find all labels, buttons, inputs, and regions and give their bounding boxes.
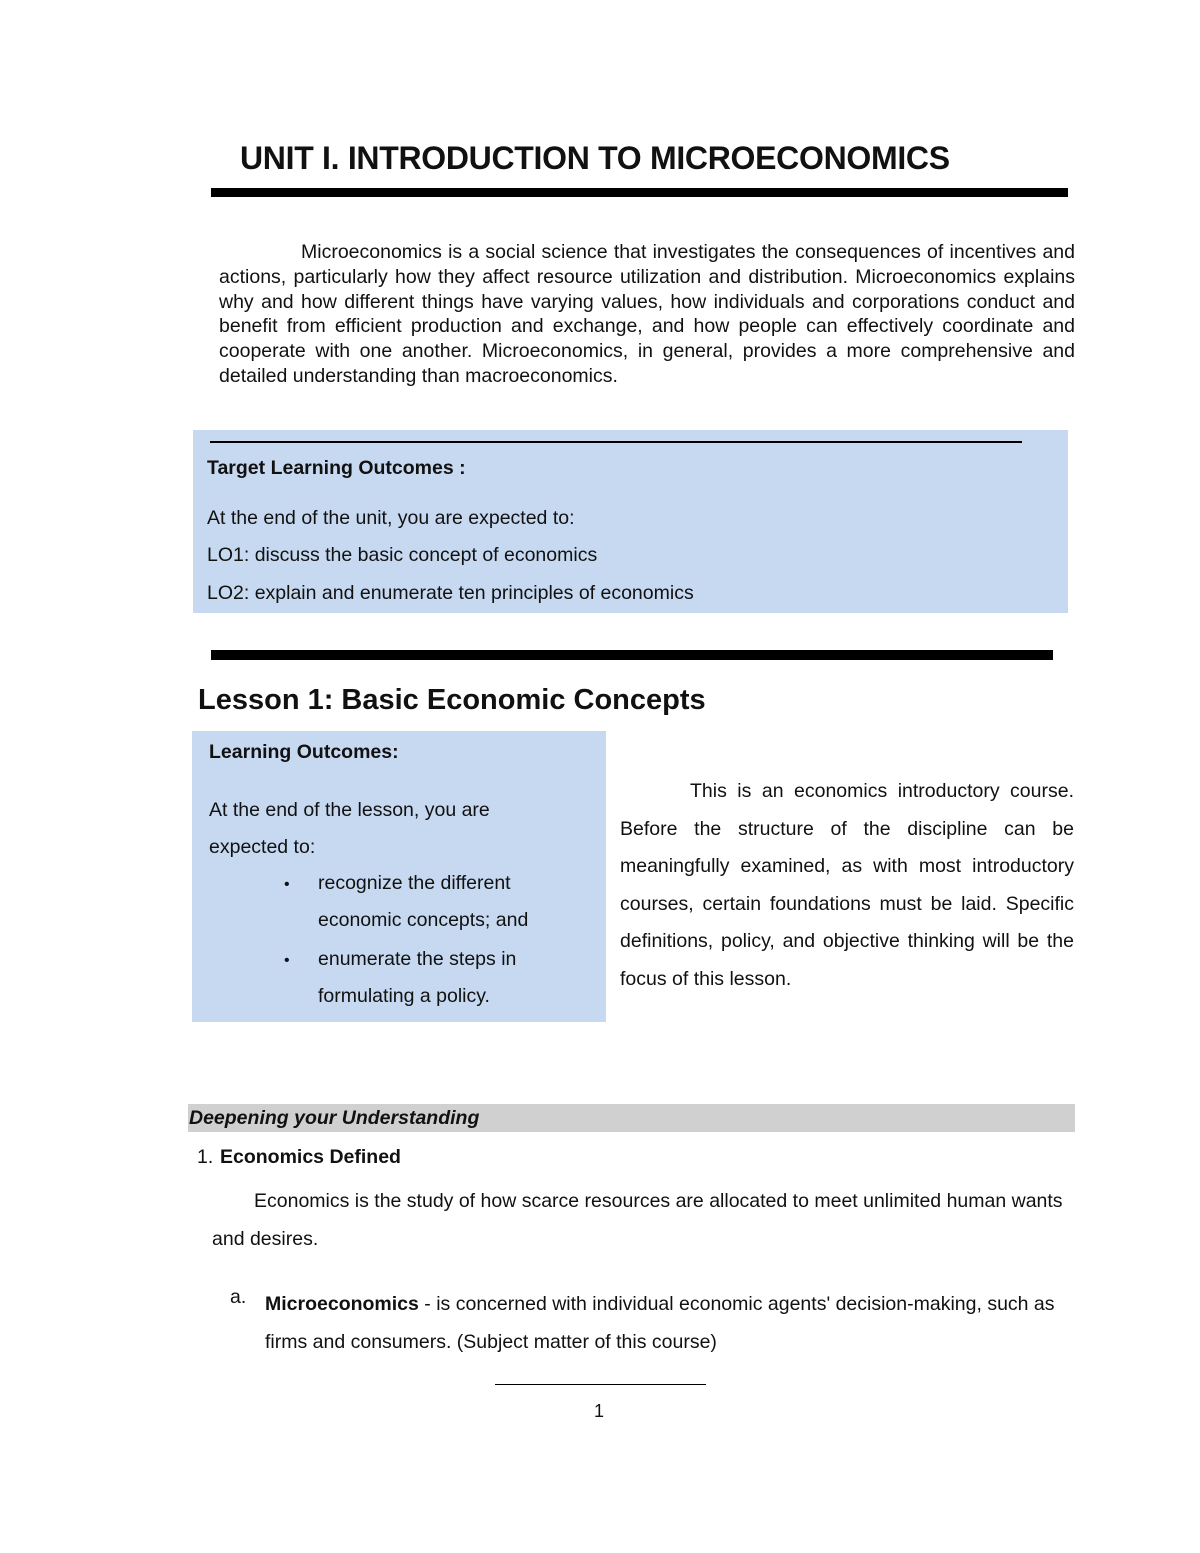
learning-outcome-bullet: enumerate the steps in formulating a policy. (318, 948, 517, 1007)
target-outcomes-lead: At the end of the unit, you are expected to: (207, 507, 575, 529)
learning-outcomes-lead: At the end of the lesson, you are expected to: (209, 799, 490, 858)
microeconomics-description: - is concerned with individual economic agents' decision-making, such as firms and consumers. (Subject matter of this course) (265, 1293, 1055, 1353)
bullet-icon: • (284, 876, 290, 893)
bullet-icon: • (284, 952, 290, 969)
section-number: 1. (197, 1146, 214, 1168)
section-title: Economics Defined (220, 1146, 401, 1168)
economics-definition: Economics is the study of how scarce resources are allocated to meet unlimited human wants and desires. (212, 1190, 1063, 1250)
lesson-title: Lesson 1: Basic Economic Concepts (198, 684, 706, 716)
lesson-intro-paragraph: This is an economics introductory course. Before the structure of the discipline can be meaningfully examined, as with most introductory courses, certain foundations must be laid. Specific definitions, policy, and objective thinking will be the focus of this lesson. (620, 780, 1074, 990)
learning-outcome-bullet: recognize the different economic concepts; and (318, 872, 529, 931)
section-divider (211, 650, 1053, 660)
learning-outcomes-heading: Learning Outcomes: (209, 741, 399, 763)
unit-intro-paragraph: Microeconomics is a social science that investigates the consequences of incentives and actions, particularly how they affect resource utilization and distribution. Microeconomics explains why and how different things have varying values, how individuals and corporations conduct and benefit from efficient production and exchange, and how people can effectively coordinate and cooperate with one another. Microeconomics, in general, provides a more comprehensive and detailed understanding than macroeconomics. (219, 241, 1075, 387)
footer-rule (495, 1384, 706, 1385)
unit-title: UNIT I. INTRODUCTION TO MICROECONOMICS (240, 140, 950, 176)
list-item-letter: a. (230, 1286, 247, 1308)
target-outcomes-heading: Target Learning Outcomes : (207, 457, 466, 479)
deepening-heading: Deepening your Understanding (189, 1107, 480, 1129)
page-number: 1 (594, 1401, 605, 1421)
target-outcome-item: LO2: explain and enumerate ten principles of economics (207, 582, 694, 604)
target-outcome-item: LO1: discuss the basic concept of economics (207, 544, 598, 566)
microeconomics-term: Microeconomics (265, 1293, 419, 1315)
microeconomics-definition (265, 1286, 1075, 1361)
target-outcomes-top-rule (210, 441, 1022, 443)
title-underline (211, 188, 1068, 197)
